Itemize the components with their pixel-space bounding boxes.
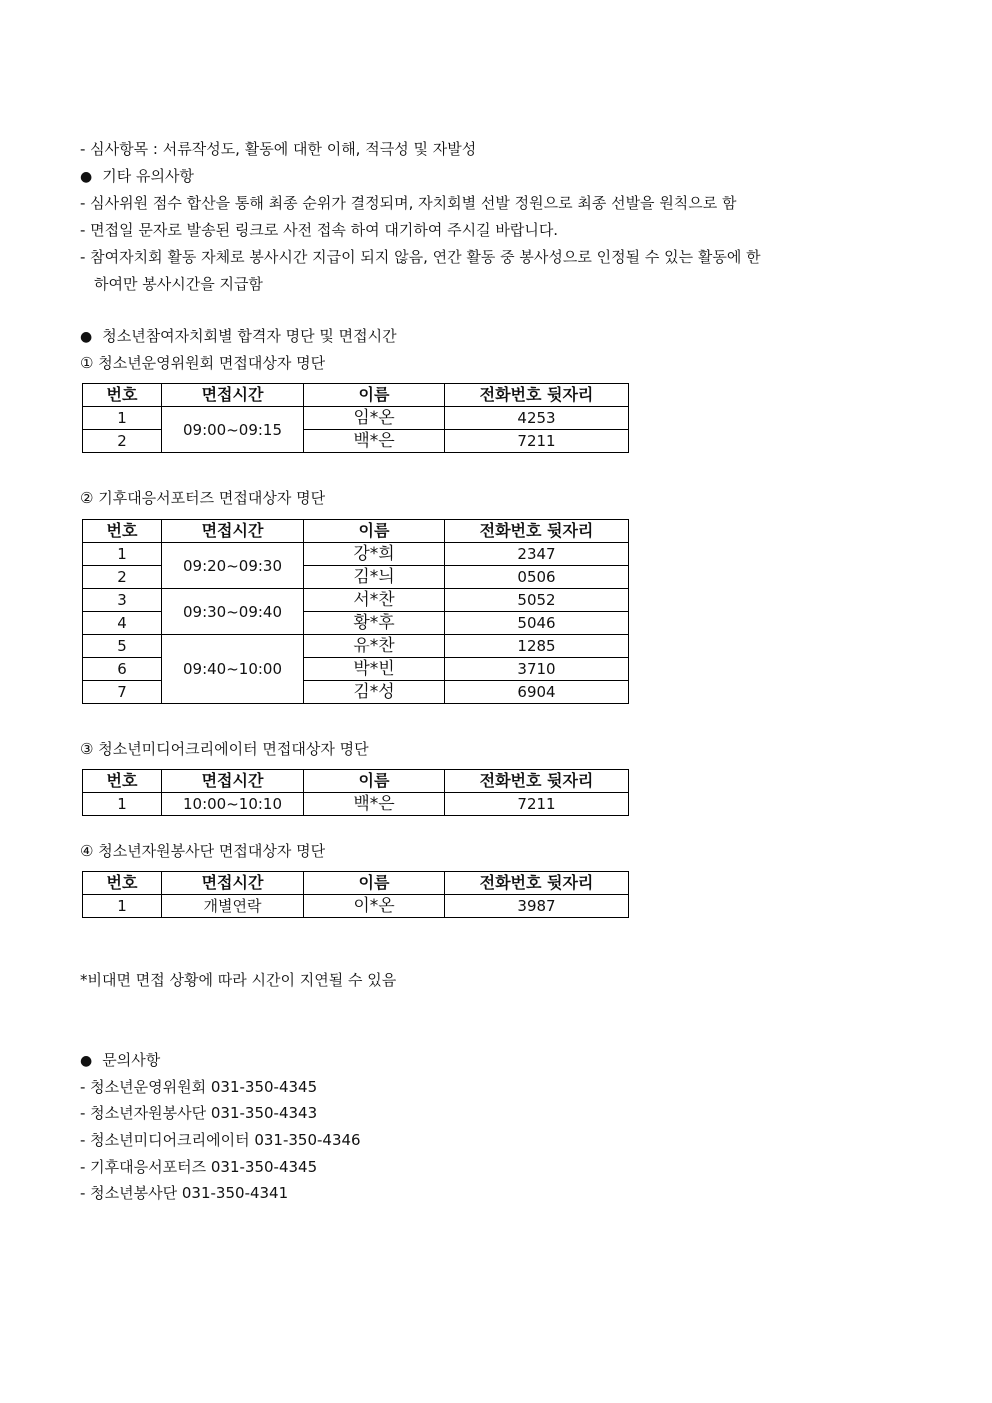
table-header-row <box>83 770 629 793</box>
cell-time: 10:00~10:10 <box>162 793 304 816</box>
col-number: 번호 <box>83 872 162 895</box>
group-4-title: ④ 청소년자원봉사단 면접대상자 명단 <box>80 842 326 860</box>
cell-number: 2 <box>83 566 162 589</box>
group-1-table <box>82 383 629 453</box>
col-time: 면접시간 <box>162 384 304 407</box>
cell-name: 황*후 <box>304 612 445 635</box>
cell-phone: 7211 <box>445 430 629 453</box>
table-row <box>83 407 629 430</box>
cell-name: 이*온 <box>304 895 445 918</box>
cell-name: 박*빈 <box>304 658 445 681</box>
contact-item: - 청소년봉사단 031-350-4341 <box>80 1184 289 1202</box>
group-2-title: ② 기후대응서포터즈 면접대상자 명단 <box>80 489 326 507</box>
bullet-icon: ● <box>80 1053 93 1069</box>
note-line-3: - 참여자치회 활동 자체로 봉사시간 지급이 되지 않음, 연간 활동 중 봉사성으로 인정될 수 있는 활동에 한 <box>80 248 761 266</box>
cell-phone: 3987 <box>445 895 629 918</box>
notes-heading <box>80 166 194 187</box>
col-phone: 전화번호 뒷자리 <box>445 384 629 407</box>
cell-number: 6 <box>83 658 162 681</box>
results-heading-text: 청소년참여자치회별 합격자 명단 및 면접시간 <box>102 327 397 345</box>
cell-number: 1 <box>83 895 162 918</box>
cell-name: 백*은 <box>304 793 445 816</box>
cell-name: 임*온 <box>304 407 445 430</box>
cell-phone: 1285 <box>445 635 629 658</box>
cell-number: 4 <box>83 612 162 635</box>
table-row <box>83 635 629 658</box>
cell-phone: 4253 <box>445 407 629 430</box>
note-line-1: - 심사위원 점수 합산을 통해 최종 순위가 결정되며, 자치회별 선발 정원으로 최종 선발을 원칙으로 함 <box>80 194 737 212</box>
cell-number: 5 <box>83 635 162 658</box>
col-name: 이름 <box>304 520 445 543</box>
col-number: 번호 <box>83 770 162 793</box>
group-3-title: ③ 청소년미디어크리에이터 면접대상자 명단 <box>80 740 369 758</box>
col-time: 면접시간 <box>162 872 304 895</box>
cell-number: 1 <box>83 543 162 566</box>
cell-phone: 2347 <box>445 543 629 566</box>
contact-item: - 청소년운영위원회 031-350-4345 <box>80 1078 318 1096</box>
cell-name: 백*은 <box>304 430 445 453</box>
contacts-heading <box>80 1050 160 1071</box>
cell-number: 1 <box>83 793 162 816</box>
col-time: 면접시간 <box>162 770 304 793</box>
cell-name: 서*찬 <box>304 589 445 612</box>
footnote: *비대면 면접 상황에 따라 시간이 지연될 수 있음 <box>80 971 397 989</box>
contacts-heading-text: 문의사항 <box>102 1051 161 1069</box>
table-row <box>83 589 629 612</box>
cell-name: 김*성 <box>304 681 445 704</box>
cell-time: 09:30~09:40 <box>162 589 304 635</box>
col-name: 이름 <box>304 770 445 793</box>
group-2-table <box>82 519 629 704</box>
notes-heading-text: 기타 유의사항 <box>102 167 194 185</box>
table-header-row <box>83 520 629 543</box>
contact-item: - 청소년자원봉사단 031-350-4343 <box>80 1104 318 1122</box>
cell-name: 강*희 <box>304 543 445 566</box>
cell-time: 09:20~09:30 <box>162 543 304 589</box>
cell-number: 1 <box>83 407 162 430</box>
cell-phone: 6904 <box>445 681 629 704</box>
col-number: 번호 <box>83 384 162 407</box>
note-line-4: 하여만 봉사시간을 지급함 <box>94 275 263 293</box>
cell-phone: 5046 <box>445 612 629 635</box>
col-name: 이름 <box>304 384 445 407</box>
group-1-title: ① 청소년운영위원회 면접대상자 명단 <box>80 354 326 372</box>
col-time: 면접시간 <box>162 520 304 543</box>
cell-number: 7 <box>83 681 162 704</box>
cell-time: 09:00~09:15 <box>162 407 304 453</box>
table-header-row <box>83 872 629 895</box>
cell-number: 2 <box>83 430 162 453</box>
table-header-row <box>83 384 629 407</box>
cell-time: 개별연락 <box>162 895 304 918</box>
cell-phone: 5052 <box>445 589 629 612</box>
col-phone: 전화번호 뒷자리 <box>445 770 629 793</box>
cell-name: 김*늬 <box>304 566 445 589</box>
col-number: 번호 <box>83 520 162 543</box>
cell-phone: 3710 <box>445 658 629 681</box>
bullet-icon: ● <box>80 169 93 185</box>
cell-phone: 7211 <box>445 793 629 816</box>
criteria-line: - 심사항목 : 서류작성도, 활동에 대한 이해, 적극성 및 자발성 <box>80 140 477 158</box>
contact-item: - 기후대응서포터즈 031-350-4345 <box>80 1158 318 1176</box>
group-4-table <box>82 871 629 918</box>
col-name: 이름 <box>304 872 445 895</box>
col-phone: 전화번호 뒷자리 <box>445 520 629 543</box>
note-line-2: - 면접일 문자로 발송된 링크로 사전 접속 하여 대기하여 주시길 바랍니다. <box>80 221 559 239</box>
table-row <box>83 543 629 566</box>
cell-phone: 0506 <box>445 566 629 589</box>
results-heading <box>80 326 397 347</box>
table-row <box>83 895 629 918</box>
contact-item: - 청소년미디어크리에이터 031-350-4346 <box>80 1131 361 1149</box>
col-phone: 전화번호 뒷자리 <box>445 872 629 895</box>
group-3-table <box>82 769 629 816</box>
cell-name: 유*찬 <box>304 635 445 658</box>
cell-number: 3 <box>83 589 162 612</box>
cell-time: 09:40~10:00 <box>162 635 304 704</box>
table-row <box>83 793 629 816</box>
bullet-icon: ● <box>80 329 93 345</box>
